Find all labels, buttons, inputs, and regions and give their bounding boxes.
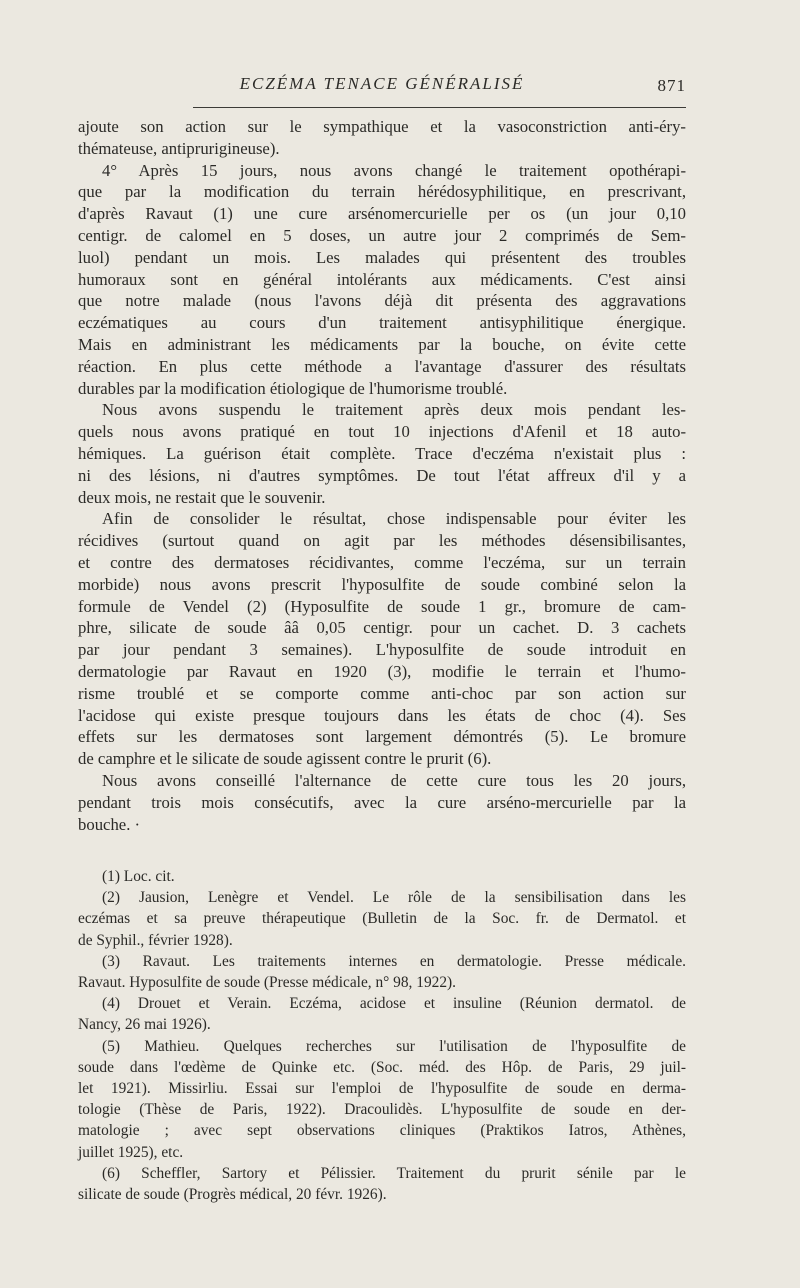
text-line: récidives (surtout quand on agit par les méthodes désensibilisantes, [78,531,686,551]
text-line: effets sur les dermatoses sont largement démontrés (5). Le bromure [78,727,686,747]
text-line: durables par la modification étiologique de l'humorisme troublé. [78,378,508,398]
text-line: d'après Ravaut (1) une cure arsénomercurielle per os (un jour 0,10 [78,204,686,224]
footnote-line: (6) Scheffler, Sartory et Pélissier. Traitement du prurit sénile par le [102,1164,686,1182]
text-line: deux mois, ne restait que le souvenir. [78,487,326,507]
footnote [78,1036,686,1163]
text-line: luol) pendant un mois. Les malades qui présentent des troubles [78,247,686,267]
text-line: phre, silicate de soude ââ 0,05 centigr. pour un cachet. D. 3 cachets [78,618,686,638]
footnote-line: matologie ; avec sept observations cliniques (Praktikos Iatros, Athènes, [78,1122,686,1140]
text-line: dermatologie par Ravaut en 1920 (3), modifie le terrain et l'humo- [78,661,686,681]
text-line: ni des lésions, ni d'autres symptômes. De tout l'état affreux d'il y a [78,465,686,485]
text-line: centigr. de calomel en 5 doses, un autre jour 2 comprimés de Sem- [78,225,686,245]
text-line: de camphre et le silicate de soude agissent contre le prurit (6). [78,749,492,769]
footnote-line: Ravaut. Hyposulfite de soude (Presse médicale, n° 98, 1922). [78,974,457,992]
footnote-line: silicate de soude (Progrès médical, 20 févr. 1926). [78,1186,387,1204]
paragraph [78,508,686,770]
footnote-line: (3) Ravaut. Les traitements internes en dermatologie. Presse médicale. [102,952,686,970]
main-text [78,116,686,835]
footnote [78,866,686,887]
text-line: 4° Après 15 jours, nous avons changé le traitement opothérapi- [102,160,686,180]
text-line: risme troublé et se comporte comme anti-choc par son action sur [78,683,686,703]
paragraph [78,399,686,508]
text-line: et contre des dermatoses récidivantes, comme l'eczéma, sur un terrain [78,552,686,572]
footnote [78,951,686,993]
paragraph [78,116,686,160]
paragraph [78,770,686,835]
footnotes [78,866,686,1205]
text-line: pendant trois mois consécutifs, avec la cure arséno-mercurielle par la [78,792,686,812]
text-line: hémiques. La guérison était complète. Trace d'eczéma n'existait plus : [78,443,686,463]
text-line: réaction. En plus cette méthode a l'avantage d'assurer des résultats [78,356,686,376]
text-line: par jour pendant 3 semaines). L'hyposulfite de soude introduit en [78,640,686,660]
footnote-line: eczémas et sa preuve thérapeutique (Bulletin de la Soc. fr. de Dermatol. et [78,910,686,928]
header-rule [193,107,686,108]
text-line: morbide) nous avons prescrit l'hyposulfite de soude combiné selon la [78,574,686,594]
text-line: ajoute son action sur le sympathique et la vasoconstriction anti-éry- [78,117,686,136]
footnote [78,993,686,1035]
text-line: formule de Vendel (2) (Hyposulfite de soude 1 gr., bromure de cam- [78,596,686,616]
text-line: que par la modification du terrain hérédosyphilitique, en prescrivant, [78,182,686,202]
footnote-line: (4) Drouet et Verain. Eczéma, acidose et insuline (Réunion dermatol. de [102,995,686,1013]
text-line: Mais en administrant les médicaments par la bouche, on évite cette [78,334,686,354]
footnote-line: de Syphil., février 1928). [78,931,233,949]
footnote-line: soude dans l'œdème de Quinke etc. (Soc. méd. des Hôp. de Paris, 29 juil- [78,1058,686,1076]
text-line: Afin de consolider le résultat, chose indispensable pour éviter les [102,509,686,529]
footnote [78,1163,686,1205]
text-line: humoraux sont en général intolérants aux médicaments. C'est ainsi [78,269,686,289]
running-title: ECZÉMA TENACE GÉNÉRALISÉ [239,74,525,93]
footnote-line: (5) Mathieu. Quelques recherches sur l'utilisation de l'hyposulfite de [102,1037,686,1055]
text-line: que notre malade (nous l'avons déjà dit présenta des aggravations [78,291,686,311]
paragraph [78,160,686,400]
text-line: Nous avons conseillé l'alternance de cette cure tous les 20 jours, [102,770,686,790]
footnote-line: (1) Loc. cit. [102,868,175,885]
footnote-line: (2) Jausion, Lenègre et Vendel. Le rôle de la sensibilisation dans les [102,889,686,907]
text-line: l'acidose qui existe presque toujours dans les états de choc (4). Ses [78,705,686,725]
text-line: Nous avons suspendu le traitement après deux mois pendant les- [102,400,686,420]
footnote-line: Nancy, 26 mai 1926). [78,1016,211,1034]
text-line: quels nous avons pratiqué en tout 10 injections d'Afenil et 18 auto- [78,422,686,442]
footnote [78,887,686,951]
page-number: 871 [657,76,686,95]
footnote-line: juillet 1925), etc. [78,1143,184,1161]
text-line: thémateuse, antiprurigineuse). [78,138,280,158]
page-header [78,74,686,100]
footnote-line: tologie (Thèse de Paris, 1922). Dracoulidès. L'hyposulfite de soude en der- [78,1101,686,1119]
footnote-line: let 1921). Missirliu. Essai sur l'emploi de l'hyposulfite de soude en derma- [78,1080,686,1098]
text-line: eczématiques au cours d'un traitement antisyphilitique énergique. [78,313,686,333]
text-line: bouche. · [78,814,141,834]
